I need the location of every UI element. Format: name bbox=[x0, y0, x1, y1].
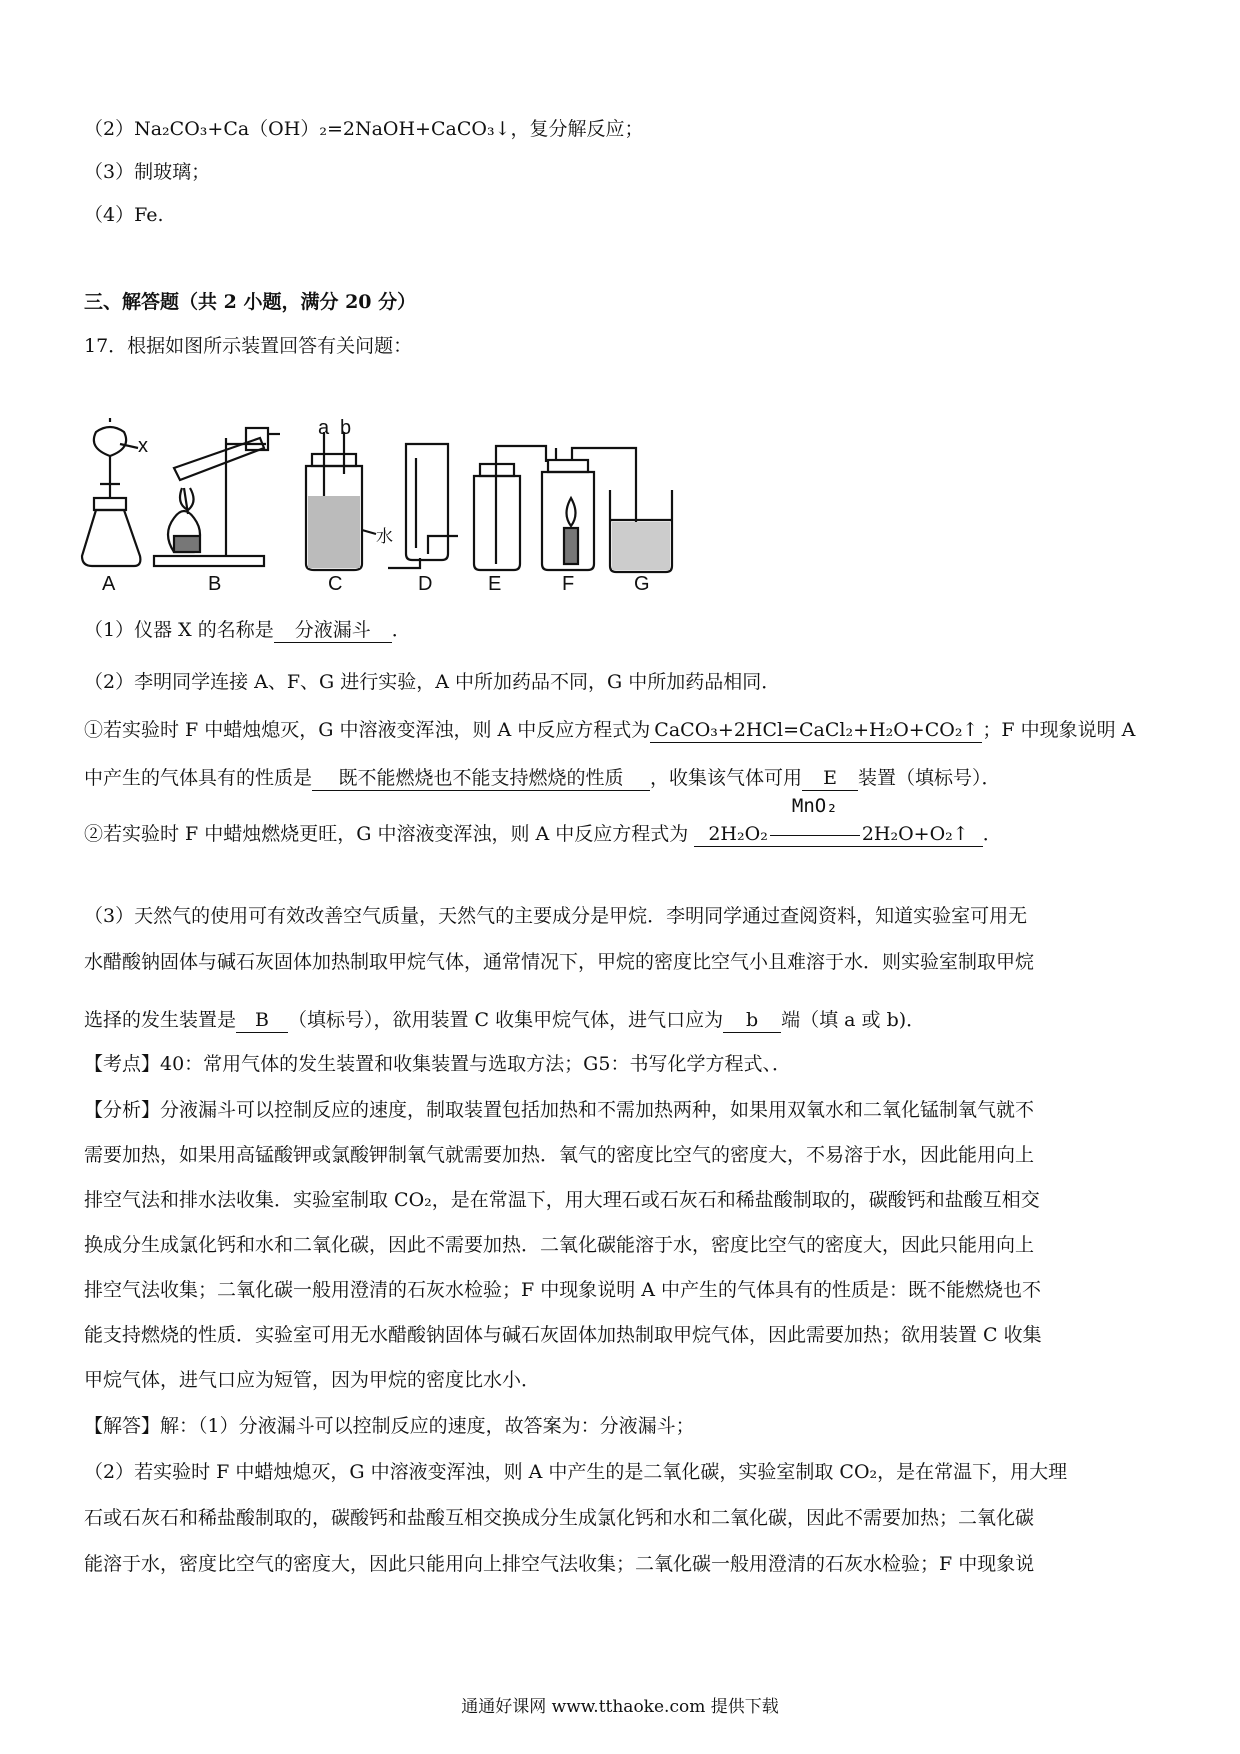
question-part-2a-cont: 中产生的气体具有的性质是 既不能燃烧也不能支持燃烧的性质 ，收集该气体可用 E 装置（填标号）． bbox=[84, 767, 1001, 789]
mark-b: b bbox=[340, 418, 352, 439]
page-footer: 通通好课网 www.tthaoke.com 提供下载 bbox=[461, 1697, 779, 1717]
answer-line-4: （4）Fe. bbox=[84, 204, 164, 226]
question-part-3-l2: 水醋酸钠固体与碱石灰固体加热制取甲烷气体，通常情况下，甲烷的密度比空气小且难溶于水．则实验室制取甲烷 bbox=[84, 951, 1035, 973]
mark-a: a bbox=[318, 418, 330, 439]
apparatus-c bbox=[306, 432, 376, 570]
question-part-2b: ②若实验时 F 中蜡烛燃烧更旺，G 中溶液变浑浊，则 A 中反应方程式为 2H₂O₂ MnO₂ 2H₂O+O₂↑ ． bbox=[84, 795, 1002, 845]
analysis-line: 甲烷气体，进气口应为短管，因为甲烷的密度比水小． bbox=[84, 1369, 541, 1391]
analysis-line: 【分析】分液漏斗可以控制反应的速度，制取装置包括加热和不需加热两种，如果用双氧水和二氧化锰制氧气就不 bbox=[84, 1099, 1035, 1121]
answer-fill-2a: CaCO₃+2HCl=CaCl₂+H₂O+CO₂↑ bbox=[650, 718, 982, 743]
analysis-line: 能支持燃烧的性质．实验室可用无水醋酸钠固体与碱石灰固体加热制取甲烷气体，因此需要加热；欲用装置 C 收集 bbox=[84, 1324, 1042, 1346]
question-part-3-l1: （3）天然气的使用可有效改善空气质量，天然气的主要成分是甲烷．李明同学通过查阅资料，知道实验室可用无 bbox=[84, 905, 1028, 927]
answer-fill-2b: 2H₂O₂ MnO₂ 2H₂O+O₂↑ bbox=[694, 822, 982, 847]
question-stem: 17．根据如图所示装置回答有关问题： bbox=[84, 335, 413, 357]
apparatus-d bbox=[388, 444, 458, 568]
label-g: G bbox=[634, 573, 650, 594]
section-title: 三、解答题（共 2 小题，满分 20 分） bbox=[84, 291, 417, 313]
solution-line: （2）若实验时 F 中蜡烛熄灭，G 中溶液变浑浊，则 A 中产生的是二氧化碳，实验室制取 CO₂，是在常温下，用大理 bbox=[84, 1461, 1068, 1483]
label-f: F bbox=[562, 573, 575, 594]
catalyst-label: MnO₂ bbox=[791, 795, 838, 817]
analysis-line: 换成分生成氯化钙和水和二氧化碳，因此不需要加热．二氧化碳能溶于水，密度比空气的密度大，因此只能用向上 bbox=[84, 1234, 1035, 1256]
label-e: E bbox=[488, 573, 502, 594]
analysis-line: 需要加热，如果用高锰酸钾或氯酸钾制氧气就需要加热．氧气的密度比空气的密度大，不易溶于水，因此能用向上 bbox=[84, 1144, 1035, 1166]
solution-line: 能溶于水，密度比空气的密度大，因此只能用向上排空气法收集；二氧化碳一般用澄清的石灰水检验；F 中现象说 bbox=[84, 1553, 1035, 1575]
apparatus-figure bbox=[76, 418, 736, 594]
mark-water: 水 bbox=[376, 527, 393, 547]
label-d: D bbox=[418, 573, 433, 594]
apparatus-a bbox=[82, 418, 140, 566]
label-b: B bbox=[208, 573, 222, 594]
answer-fill-2a-property: 既不能燃烧也不能支持燃烧的性质 bbox=[312, 766, 650, 791]
label-c: C bbox=[328, 573, 343, 594]
answer-fill-3-device: B bbox=[236, 1008, 288, 1033]
label-a: A bbox=[102, 573, 116, 594]
apparatus-e bbox=[474, 446, 546, 570]
answer-line-2: （2）Na₂CO₃+Ca（OH）₂=2NaOH+CaCO₃↓，复分解反应； bbox=[84, 118, 644, 140]
analysis-line: 排空气法和排水法收集．实验室制取 CO₂，是在常温下，用大理石或石灰石和稀盐酸制取的，碳酸钙和盐酸互相交 bbox=[84, 1189, 1040, 1211]
question-part-2a: ①若实验时 F 中蜡烛熄灭，G 中溶液变浑浊，则 A 中反应方程式为 CaCO₃+2HCl=CaCl₂+H₂O+CO₂↑ ；F 中现象说明 A bbox=[84, 719, 1136, 741]
mark-x: x bbox=[138, 435, 148, 457]
analysis-line: 排空气法收集；二氧化碳一般用澄清的石灰水检验；F 中现象说明 A 中产生的气体具有的性质是：既不能燃烧也不 bbox=[84, 1279, 1042, 1301]
answer-fill-1: 分液漏斗 bbox=[274, 618, 392, 643]
apparatus-b bbox=[154, 428, 280, 566]
answer-fill-3-port: b bbox=[723, 1008, 781, 1033]
solution-line: 石或石灰石和稀盐酸制取的，碳酸钙和盐酸互相交换成分生成氯化钙和水和二氧化碳，因此不需要加热；二氧化碳 bbox=[84, 1507, 1035, 1529]
solution-line: 【解答】解：（1）分液漏斗可以控制反应的速度，故答案为：分液漏斗； bbox=[84, 1415, 695, 1437]
answer-line-3: （3）制玻璃； bbox=[84, 161, 211, 183]
question-part-1: （1）仪器 X 的名称是 分液漏斗 ． bbox=[84, 619, 411, 641]
question-part-2: （2）李明同学连接 A、F、G 进行实验，A 中所加药品不同，G 中所加药品相同． bbox=[84, 671, 781, 693]
kaodian: 【考点】40：常用气体的发生装置和收集装置与选取方法；G5：书写化学方程式、． bbox=[84, 1053, 791, 1075]
apparatus-g bbox=[610, 490, 672, 572]
answer-fill-2a-device: E bbox=[802, 766, 858, 791]
question-part-3-l3: 选择的发生装置是 B （填标号），欲用装置 C 收集甲烷气体，进气口应为 b 端（填 a 或 b)． bbox=[84, 1009, 926, 1031]
